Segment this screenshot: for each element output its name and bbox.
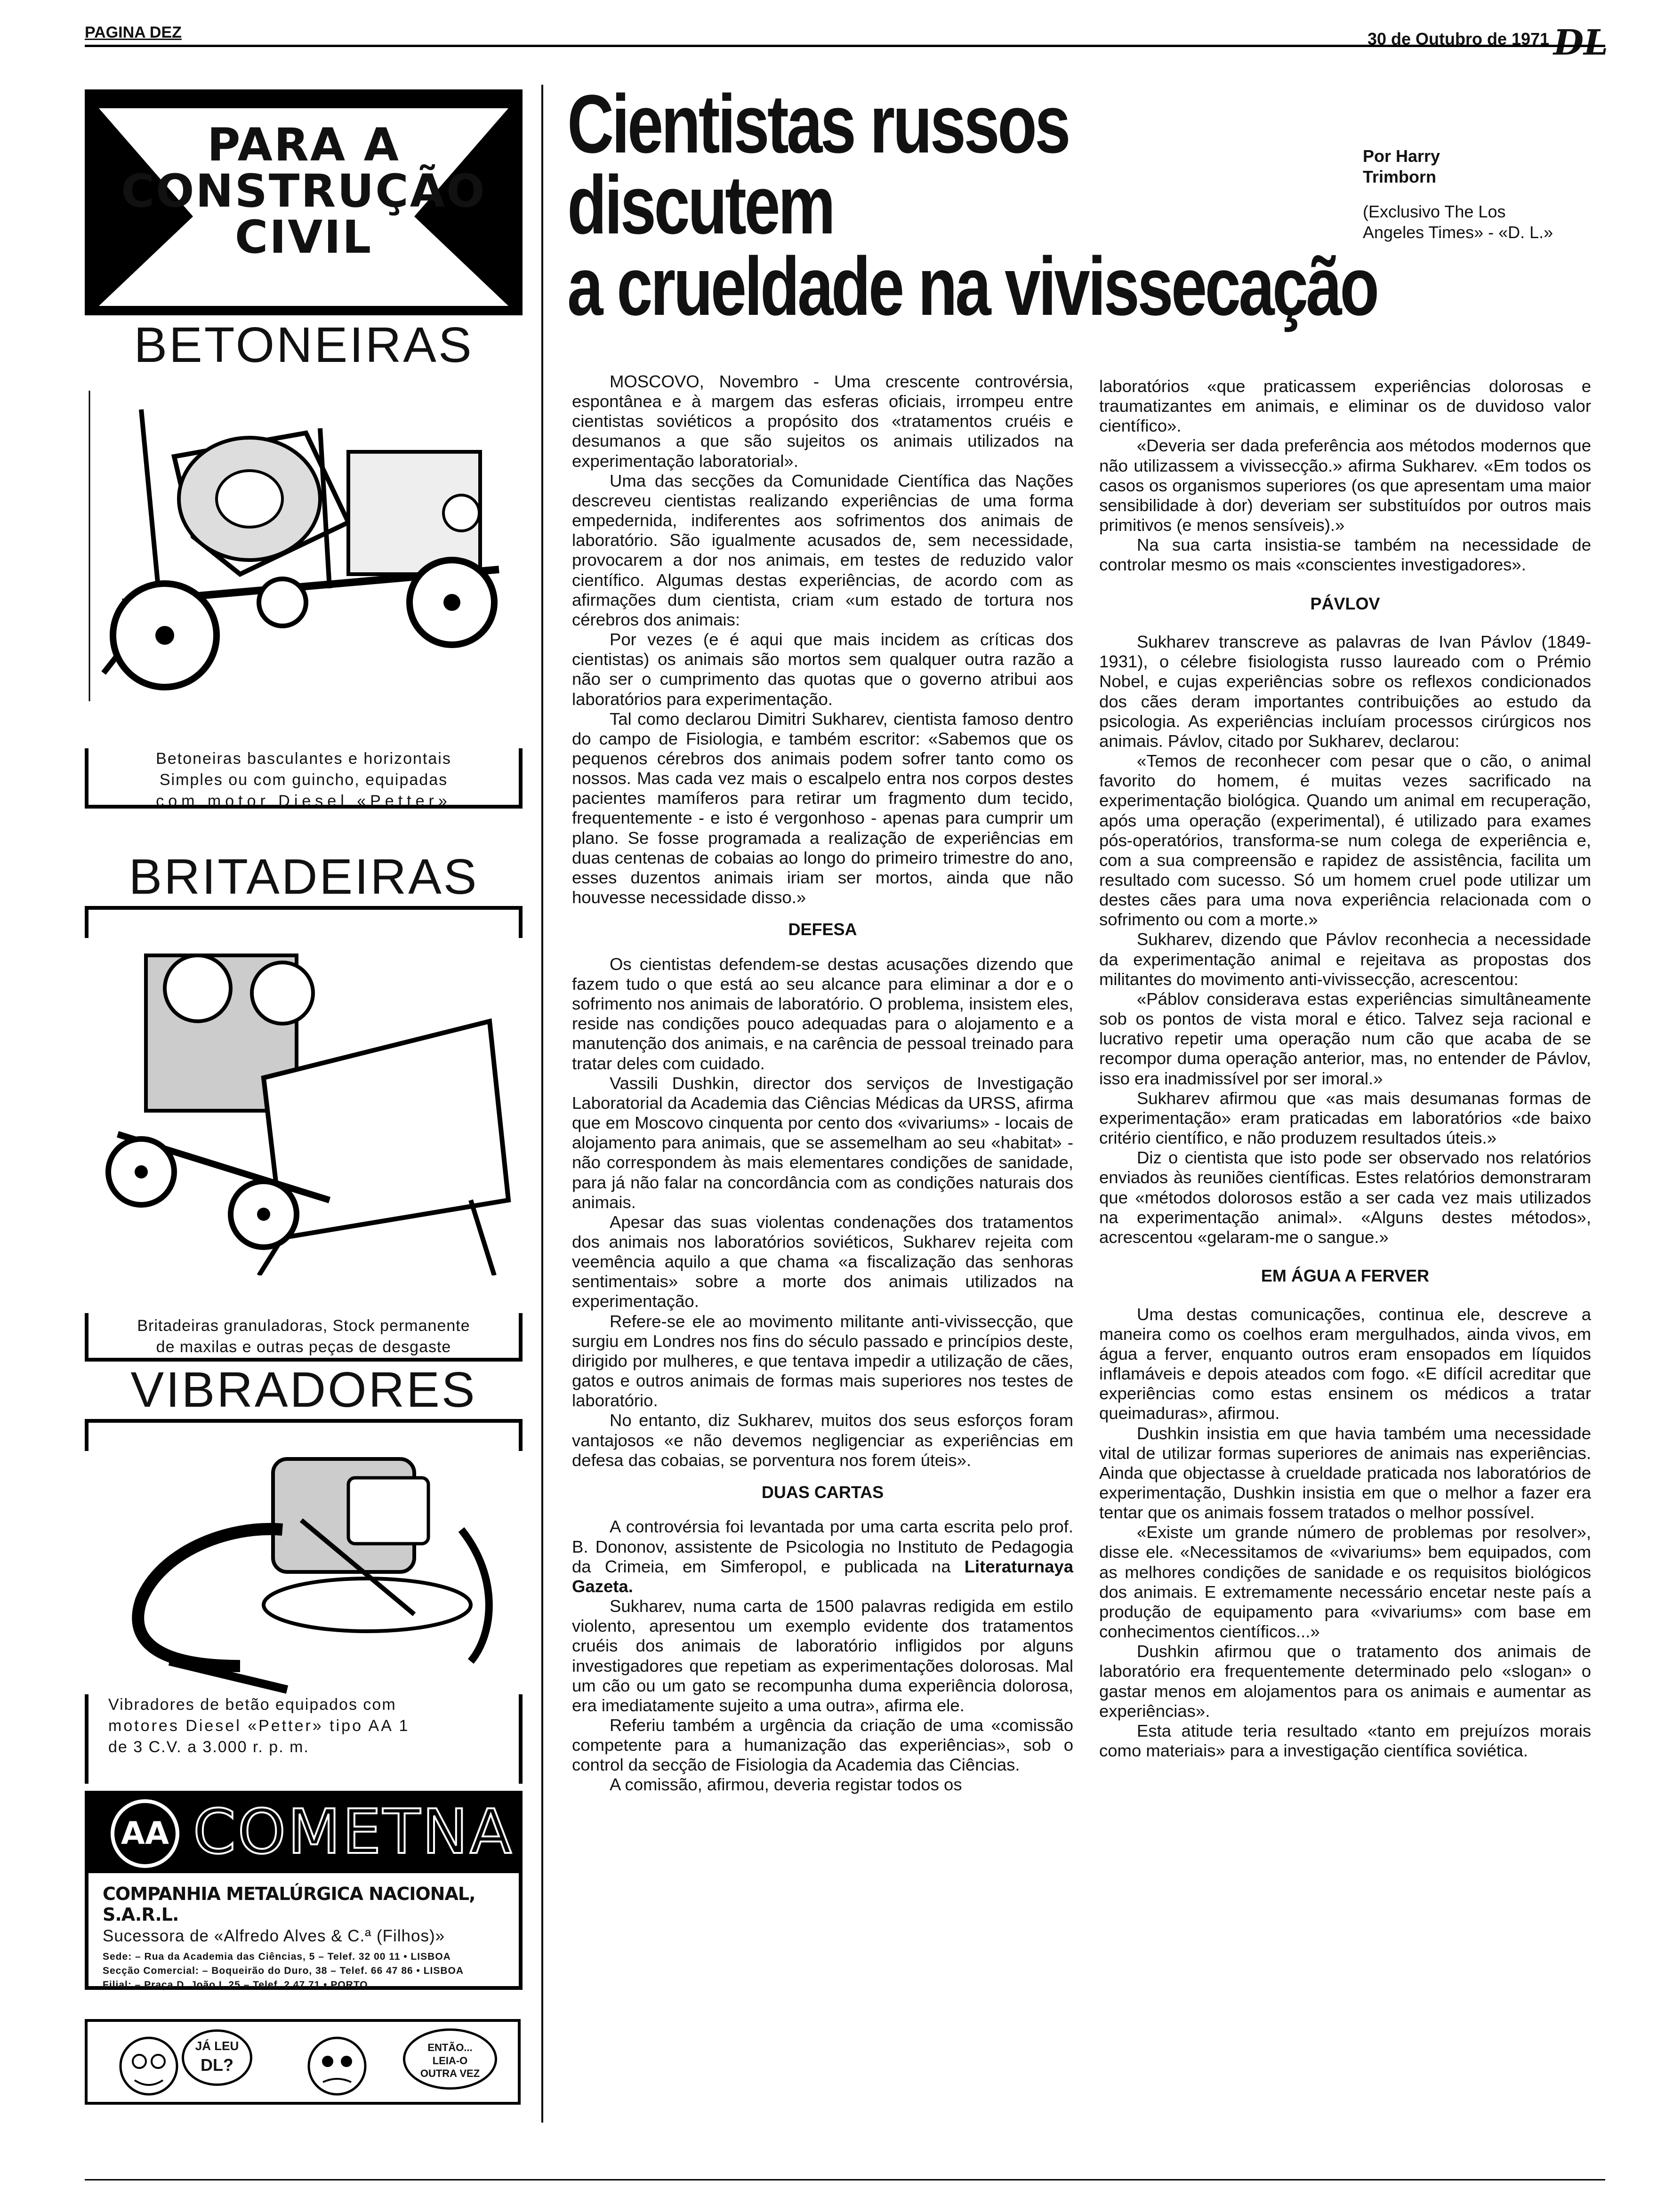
company-successor: Sucessora de «Alfredo Alves & C.ª (Filhos)» [103, 1927, 445, 1945]
byline [1363, 146, 1598, 243]
column-rule [541, 85, 543, 2123]
banner-line-1: PARA A [207, 119, 400, 171]
paragraph: Por vezes (e é aqui que mais incidem as críticas dos cientistas) os animais são mortos sem qualquer outra razão a não ser o cumprimento das quotas que o governo atribui aos laboratórios para experimentação. [572, 630, 1073, 709]
page-label: PAGINA DEZ [85, 24, 182, 41]
banner-line-3: CIVIL [234, 210, 373, 264]
title-line-1: Cientistas russos [567, 78, 1069, 170]
header-rule [85, 45, 1605, 47]
footer-rule [85, 2179, 1605, 2180]
byline-note: (Exclusivo The Los Angeles Times» - «D. L.» [1363, 201, 1553, 242]
paragraph: «Deveria ser dada preferência aos métodos modernos que não utilizassem a vivissecção.» afirma Sukharev. «Em todos os casos os organismos superiores (os que apresentam uma maior sensibilidade à dor) deveriam ser substituídos por outros mais primitivos (e menos sensíveis).» [1099, 436, 1591, 535]
paragraph: «Páblov considerava estas experiências simultâneamente sob os pontos de vista moral e ético. Talvez seja racional e lucrativo repetir uma operação num cão que acaba de se recompor duma operação anterior, mas, no entender de Pávlov, isso era inadmissível por ser imoral.» [1099, 989, 1591, 1088]
paragraph: «Temos de reconhecer com pesar que o cão, o animal favorito do homem, é muitas vezes sacrificado na experimentação biológica. Quando um animal em recuperação, após uma operação (experimental), é utilizado para exames pós-operatórios, transforma-se num colega de experiência e, com a sua compreensão e rapidez de assistência, facilita um resultado com sucesso. Só um homem cruel pode utilizar um destes cães para uma nova experiência relacionada com o sofrimento ou com a morte.» [1099, 751, 1591, 930]
cometna-name: COMETNA [193, 1796, 514, 1867]
subheading-em-agua-a-ferver: EM ÁGUA A FERVER [1261, 1266, 1430, 1285]
paragraph: Uma destas comunicações, continua ele, descreve a maneira como os coelhos eram mergulhados, ainda vivos, em água a ferver, enquanto outros eram ensopados em líquidos inflamáveis e depois ateados com fogo. «E difícil acreditar que experiências como estas ensinem os médicos a tratar queimaduras», afirmou. [1099, 1304, 1591, 1423]
paragraph: A controvérsia foi levantada por uma carta escrita pelo prof. B. Dononov, assistente de Psicologia no Instituto de Pedagogia da Crimeia, em Simferopol, e publicada na Literaturnaya Gazeta. [572, 1517, 1073, 1596]
concrete-mixer-illustration [85, 381, 523, 706]
issue-date: 30 de Outubro de 1971 [1367, 29, 1550, 48]
paragraph: Na sua carta insistia-se também na necessidade de controlar mesmo os mais «conscientes investigadores». [1099, 535, 1591, 575]
paragraph: Sukharev, dizendo que Pávlov reconhecia a necessidade da experimentação animal e rejeitava as propostas dos militantes do movimento anti-vivissecção, acrescentou: [1099, 930, 1591, 989]
newspaper-logo: DL [1553, 23, 1609, 63]
company-address-seccao: Secção Comercial: – Boqueirão do Duro, 38 – Telef. 66 47 86 • LISBOA [103, 1965, 464, 1976]
vibrator-illustration [85, 1445, 523, 1708]
cometna-company-block [85, 1873, 523, 1990]
paragraph: Sukharev afirmou que «as mais desumanas formas de experimentação» eram praticadas em laboratórios «de baixo critério científico, e não produzem resultados úteis.» [1099, 1088, 1591, 1148]
paragraph: Os cientistas defendem-se destas acusações dizendo que fazem tudo o que está ao seu alcance para eliminar a dor e o sofrimento nos animais de laboratório. O problema, insistem eles, reside nas condições pouco adequadas para o alojamento e a manutenção dos animais, e na carência de pessoal treinado para tratar deles com cuidado. [572, 954, 1073, 1073]
speech-bubble-right: ENTÃO... LEIA-O OUTRA VEZ [403, 2028, 497, 2090]
subheading-pavlov: PÁVLOV [1310, 593, 1380, 613]
britadeiras-heading: BRITADEIRAS [129, 849, 479, 905]
banner-text [85, 119, 523, 264]
title-line-2: discutem [567, 159, 834, 252]
paragraph: Dushkin insistia em que havia também uma necessidade vital de utilizar formas superiores de animais nas experiências. Ainda que objectasse à crueldade praticada nos laboratórios de experimentação, Dushkin insistia em que o melhor a fazer era tentar que os animais fossem tratados o melhor possível. [1099, 1423, 1591, 1523]
speech-bubble-left: JÁ LEU DL? [182, 2029, 252, 2086]
britadeiras-caption: Britadeiras granuladoras, Stock permanente de maxilas e outras peças de desgaste [137, 1317, 470, 1356]
paragraph: Dushkin afirmou que o tratamento dos animais de laboratório era frequentemente determinado pelo «slogan» o gastar menos em alojamentos para os animais e aumentar as experiências». [1099, 1642, 1591, 1721]
cometna-emblem: AA [111, 1799, 179, 1868]
banner-line-2: CONSTRUÇÃO [121, 164, 486, 217]
subheading-defesa: DEFESA [788, 920, 857, 939]
paragraph: Apesar das suas violentas condenações dos tratamentos dos animais nos laboratórios soviéticos, Sukharev rejeita com veemência aquilo a que chama «a fiscalização das senhoras sentimentais» sobre a morte dos animais utilizados na experimentação. [572, 1212, 1073, 1311]
advertisement [85, 89, 523, 2120]
paragraph: Sukharev transcreve as palavras de Ivan Pávlov (1849-1931), o célebre fisiologista russo laureado com o Prémio Nobel, e cujas experiências sobre os reflexos condicionados dos cães deram importantes contribuições ao estudo da psicologia. As experiências incluíam processos cirúrgicos nos animais. Pávlov, citado por Sukharev, declarou: [1099, 632, 1591, 751]
company-address-sede: Sede: – Rua da Academia das Ciências, 5 – Telef. 32 00 11 • LISBOA [103, 1951, 451, 1962]
paragraph: Sukharev, numa carta de 1500 palavras redigida em estilo violento, apresentou um exemplo evidente dos tratamentos cruéis dos animais de laboratório infligidos por alguns investigadores que repetiam as experimentações dolorosas. Mal um cão ou um gato se recompunha duma experiência dolorosa, era imediatamente sujeito a uma outra», afirma ele. [572, 1596, 1073, 1715]
ad-banner [85, 89, 523, 315]
paragraph: Referiu também a urgência da criação de uma «comissão competente para a humanização das experiências», sob o control da secção de Fisiologia da Academia das Ciências. [572, 1715, 1073, 1775]
company-name: COMPANHIA METALÚRGICA NACIONAL, S.A.R.L. [103, 1883, 475, 1925]
paragraph: No entanto, diz Sukharev, muitos dos seus esforços foram vantajosos «e não devemos negligenciar as experiências em defesa das cobaias, se porventura nos forem úteis». [572, 1411, 1073, 1470]
paragraph: Vassili Dushkin, director dos serviços de Investigação Laboratorial da Academia das Ciências Médicas da URSS, afirma que em Moscovo cinquenta por cento dos «vivariums» - locais de alojamento para animais, que se assemelham ao seu «habitat» - não correspondem às mais elementares condições de sanidade, para já não falar na concordância com as condições naturais dos animais. [572, 1073, 1073, 1212]
cartoon-figure-right [276, 2024, 417, 2099]
article-title [567, 78, 1377, 333]
paragraph: Uma das secções da Comunidade Científica das Nações descreveu cientistas realizando experiências de uma forma empedernida, indiferentes aos sofrimentos dos animais de laboratório. São igualmente acusados de, sem necessidade, provocarem a dor nos animais, em testes de reduzido valor científico. Algumas destas experiências, de acordo com as afirmações dum cientista, criam «um estado de tortura nos cérebros dos animais: [572, 471, 1073, 629]
newspaper-name: Literaturnaya Gazeta. [572, 1556, 1073, 1596]
paragraph: «Existe um grande número de problemas por resolver», disse ele. «Necessitamos de «vivariums» bem equipados, com as melhores condições de sanidade e os requisitos biológicos dos animais. E extremamente necessário encetar neste país a produção de equipamento para «vivariums» com base em conhecimentos científicos...» [1099, 1523, 1591, 1642]
paragraph: A comissão, afirmou, deveria registar todos os [610, 1775, 962, 1795]
stone-crusher-illustration [85, 937, 523, 1275]
paragraph: laboratórios «que praticassem experiências dolorosas e traumatizantes em animais, e eliminar os de duvidoso valor científico». [1099, 377, 1591, 436]
vibradores-caption: Vibradores de betão equipados com motores Diesel «Petter» tipo AA 1 de 3 C.V. a 3.000 r. p. m. [108, 1696, 410, 1756]
cometna-logo-bar [85, 1791, 523, 1873]
article-column-1 [572, 372, 1073, 1795]
article-column-2 [1099, 377, 1591, 1761]
betoneiras-heading: BETONEIRAS [134, 317, 474, 373]
byline-author: Por Harry Trimborn [1363, 146, 1440, 186]
paragraph: Refere-se ele ao movimento militante anti-vivissecção, que surgiu em Londres nos fins do século passado e princípios deste, dirigido por mulheres, e que tentava impedir a utilização de cães, gatos e outros animais de formas mais superiores nos testes de laboratório. [572, 1311, 1073, 1411]
company-address-filial: Filial: – Praça D. João I, 25 – Telef. 2 47 71 • PORTO [103, 1980, 368, 1990]
paragraph: Tal como declarou Dimitri Sukharev, cientista famoso dentro do campo de Fisiologia, e também escritor: «Sabemos que os pequenos cérebros dos animais podem sofrer tanto como os nossos. Mas cada vez mais o escalpelo entra nos corpos destes pacientes mamíferos para retirar um fragmento dum tecido, frequentemente - e isto é vergonhoso - apenas para cumprir um plano. Se fosse programada a realização de experiências em duas centenas de cobaias ao longo do primeiro trimestre do ano, esses duzentos animais iriam ser mortos, ainda que não houvesse necessidade disso.» [572, 709, 1073, 907]
cartoon-strip [85, 2019, 521, 2105]
title-line-3: a crueldade na vivissecação [567, 240, 1377, 333]
paragraph: Diz o cientista que isto pode ser observado nos relatórios enviados às reuniões científicas. Estes relatórios demonstraram que «métodos dolorosos estão a ser cada vez mais utilizados na experimentação animal». «Alguns destes métodos», acrescentou «gelaram-me o sangue.» [1099, 1148, 1591, 1247]
paragraph: MOSCOVO, Novembro - Uma crescente controvérsia, espontânea e à margem das esferas oficiais, irrompeu entre cientistas soviéticos a propósito dos «tratamentos cruéis e desumanos a que são sujeitos os animais utilizados na experimentação laboratorial». [572, 372, 1073, 471]
paragraph: Esta atitude teria resultado «tanto em prejuízos morais como materiais» para a investigação científica soviética. [1099, 1721, 1591, 1760]
betoneiras-caption: Betoneiras basculantes e horizontais Simples ou com guincho, equipadas com motor Diesel «Petter» [156, 750, 451, 810]
subheading-duas-cartas: DUAS CARTAS [761, 1482, 884, 1502]
vibradores-heading: VIBRADORES [130, 1362, 477, 1418]
britadeiras-top-frame [85, 906, 523, 938]
